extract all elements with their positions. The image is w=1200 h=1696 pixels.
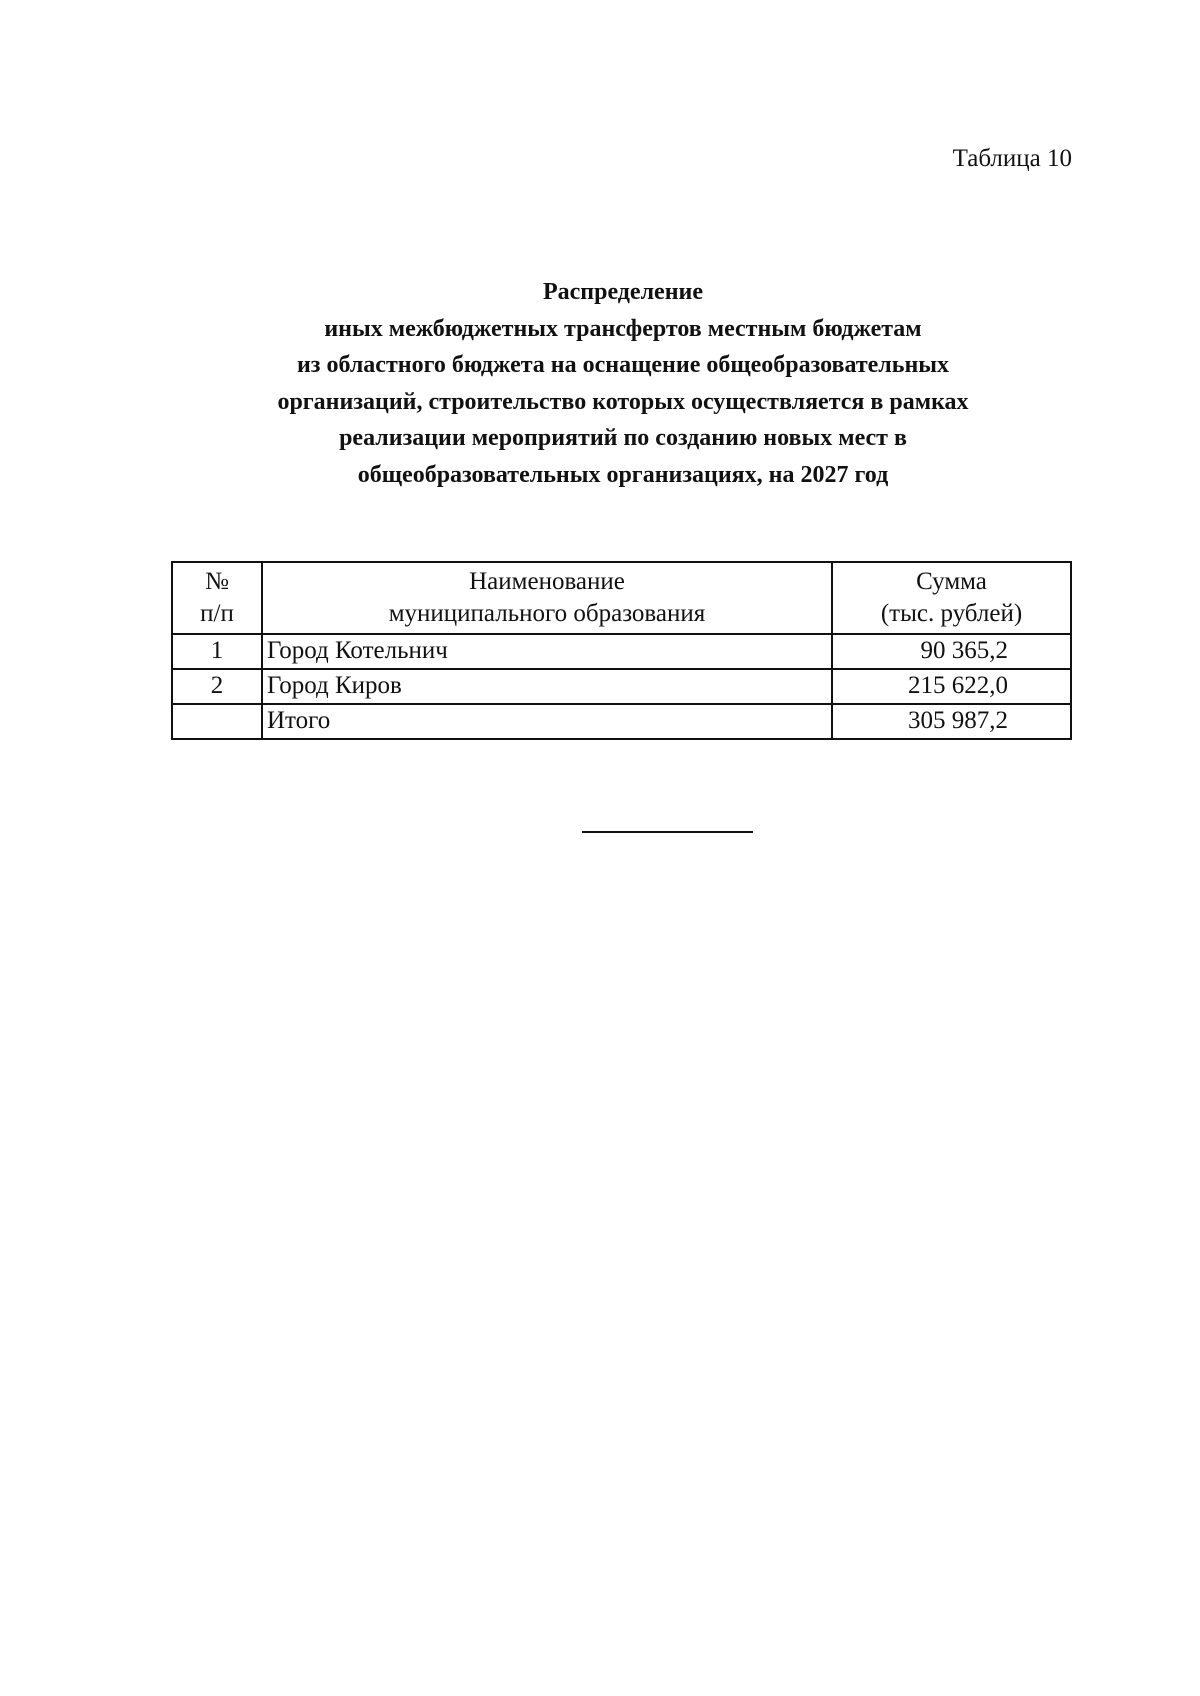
heading-line-1: Распределение [542, 279, 704, 305]
header-sum-line2: (тыс. рублей) [880, 600, 1023, 627]
header-number-line1: № [205, 567, 229, 595]
header-sum [832, 562, 1071, 634]
total-number [172, 704, 262, 739]
heading-line-3: из областного бюджета на оснащение общеобразовательных [296, 352, 950, 378]
total-label: Итого [262, 704, 832, 739]
total-row [172, 704, 1071, 739]
table-row [172, 669, 1071, 704]
header-number-line2: п/п [200, 600, 234, 627]
header-sum-line1: Сумма [916, 567, 987, 595]
total-sum: 305 987,2 [832, 704, 1071, 739]
table-row [172, 634, 1071, 669]
heading-line-2: иных межбюджетных трансфертов местным бюджетам [324, 315, 922, 342]
distribution-table [171, 561, 1072, 740]
row-sum: 215 622,0 [832, 669, 1071, 704]
row-municipality: Город Котельнич [262, 634, 832, 669]
row-number: 2 [172, 669, 262, 704]
end-of-document-rule [582, 831, 753, 833]
heading-line-4: организаций, строительство которых осуществляется в рамках [277, 388, 969, 415]
row-municipality: Город Киров [262, 669, 832, 704]
header-number [172, 562, 262, 634]
header-municipality-line1: Наименование [469, 567, 625, 595]
row-number: 1 [172, 634, 262, 669]
table-number-label: Таблица 10 [952, 145, 1072, 172]
row-sum: 90 365,2 [832, 634, 1071, 669]
table-header-row [172, 562, 1071, 634]
document-heading [150, 274, 1096, 493]
heading-line-6: общеобразовательных организациях, на 2027 год [357, 461, 889, 488]
header-municipality [262, 562, 832, 634]
header-municipality-line2: муниципального образования [388, 600, 706, 627]
heading-line-5: реализации мероприятий по созданию новых мест в [339, 425, 907, 451]
